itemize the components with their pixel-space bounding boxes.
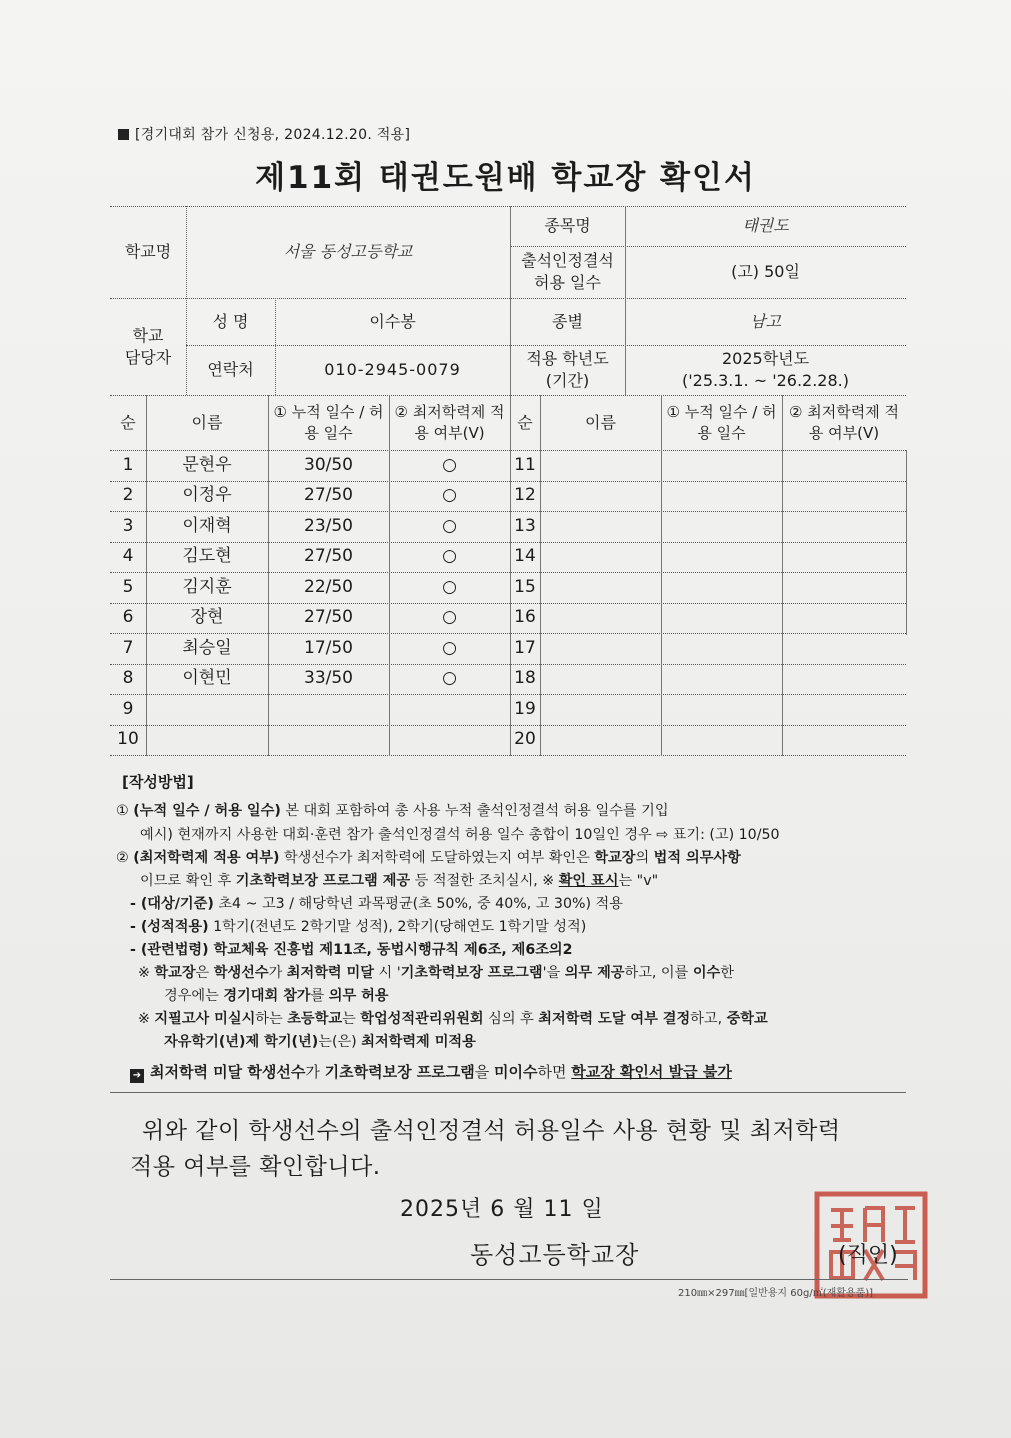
method-term: 이수 <box>692 965 721 981</box>
method-term: 기초학력보장 프로그램 제공 <box>235 873 411 889</box>
category-value: 남고 <box>750 311 781 331</box>
method-line-5 <box>130 893 623 913</box>
method-text: 경우에는 <box>164 988 224 1004</box>
row-number: 8 <box>122 668 134 689</box>
row-number: 2 <box>122 485 134 506</box>
method-term: 학업성적관리위원회 <box>360 1011 484 1027</box>
method-term: 학교장 <box>594 850 636 866</box>
row-number: 9 <box>122 698 134 719</box>
header-no: 순 <box>517 412 533 432</box>
row-number: 5 <box>122 576 134 597</box>
notice-text: [경기대회 참가 신청용, 2024.12.20. 적용] <box>135 127 411 143</box>
method-text: 는 "v" <box>618 873 659 889</box>
apply-mark: ○ <box>442 668 457 689</box>
method-text: 학교체육 진흥법 제11조, 동법시행규칙 제6조, 제6조의2 <box>208 942 573 958</box>
student-name: 이현민 <box>182 668 232 689</box>
method-term: 학교장 확인서 발급 불가 <box>571 1063 732 1081</box>
method-text: 등 적절한 조치실시, ※ <box>410 873 559 889</box>
header-name: 이름 <box>191 412 223 432</box>
method-term: 미이수 <box>494 1063 538 1081</box>
header-no: 순 <box>120 412 136 432</box>
student-name <box>146 725 268 756</box>
row-number: 17 <box>514 637 536 658</box>
method-line-8 <box>138 962 734 982</box>
student-name: 이정우 <box>182 485 232 506</box>
table-border <box>906 450 907 635</box>
method-term: 의무 제공 <box>564 965 625 981</box>
seal-label: (직인) <box>838 1243 898 1268</box>
method-heading: [작성방법] <box>122 773 194 791</box>
apply-mark <box>389 694 510 725</box>
method-term: 자유학기(년)제 학기(년) <box>164 1034 319 1050</box>
row-number: 1 <box>122 454 134 475</box>
method-text: 이므로 확인 후 <box>140 873 236 889</box>
table-border <box>110 755 906 756</box>
apply-mark: ○ <box>442 454 457 475</box>
header-name: 이름 <box>585 412 616 432</box>
method-term: - (관련법령) <box>130 942 209 958</box>
row-number: 10 <box>117 729 139 750</box>
method-text: 초4 ~ 고3 / 해당학년 과목평균(초 50%, 중 40%, 고 30%) 적용 <box>213 896 623 912</box>
row-number: 3 <box>122 515 134 536</box>
method-line-11 <box>164 1031 476 1051</box>
method-text: 가 <box>305 1063 325 1081</box>
method-line-7 <box>130 939 573 959</box>
method-term: 최저학력제 미적용 <box>361 1034 476 1050</box>
days-value: 33/50 <box>304 668 353 689</box>
category-label: 종별 <box>552 311 583 331</box>
method-term: 학교장 <box>154 965 196 981</box>
row-number: 16 <box>514 607 536 628</box>
method-text: 심의 후 <box>483 1011 539 1027</box>
apply-mark <box>389 725 510 756</box>
confirm-line-1: 위와 같이 학생선수의 출석인정결석 허용일수 사용 현황 및 최저학력 <box>142 1118 841 1144</box>
method-term: 기초학력보장 프로그램 <box>324 1063 475 1081</box>
student-name: 이재혁 <box>182 515 232 536</box>
row-number: 4 <box>122 546 134 567</box>
apply-mark: ○ <box>442 607 457 628</box>
method-text: 은 <box>195 965 214 981</box>
apply-mark: ○ <box>442 515 457 536</box>
method-term: 지필고사 미실시 <box>154 1011 256 1027</box>
name-label: 성 명 <box>212 311 249 331</box>
days-value <box>268 694 389 725</box>
event-label: 종목명 <box>544 216 591 236</box>
method-line-4 <box>140 870 658 890</box>
method-term: 학생선수 <box>213 965 269 981</box>
year-label: 적용 학년도 (기간) <box>526 349 609 390</box>
days-value <box>268 725 389 756</box>
manager-label: 학교 담당자 <box>124 325 172 367</box>
method-term: 최저학력 미달 <box>286 965 374 981</box>
method-line-9 <box>164 985 389 1005</box>
method-term: 최저학력 미달 학생선수 <box>150 1063 306 1081</box>
method-text: 의 <box>635 850 654 866</box>
method-text: 는 <box>342 1011 361 1027</box>
contact-value: 010-2945-0079 <box>324 360 461 380</box>
issue-date: 2025년 6 월 11 일 <box>400 1197 604 1222</box>
method-text: 가 <box>268 965 287 981</box>
method-line-10 <box>138 1008 768 1028</box>
student-name: 문현우 <box>182 454 232 475</box>
attendance-value: (고) 50일 <box>731 262 800 282</box>
year-period: ('25.3.1. ~ '26.2.28.) <box>682 371 849 390</box>
school-value: 서울 동성고등학교 <box>283 242 413 262</box>
method-term: 확인 표시 <box>558 873 619 889</box>
method-line-12 <box>130 1061 732 1083</box>
signer-name: 동성고등학교장 <box>470 1241 640 1269</box>
method-term: 법적 의무사항 <box>653 850 741 866</box>
method-text: 을 <box>474 1063 495 1081</box>
method-text: ※ <box>138 965 155 981</box>
row-number: 6 <box>122 607 134 628</box>
days-value: 30/50 <box>304 454 353 475</box>
method-text: 1학기(전년도 2학기말 성적), 2학기(당해연도 1학기말 성적) <box>208 919 587 935</box>
method-term: (누적 일수 / 허용 일수) <box>133 803 281 819</box>
header-days: ① 누적 일수 / 허용 일수 <box>666 403 777 442</box>
apply-mark: ○ <box>442 637 457 658</box>
days-value: 27/50 <box>304 546 353 567</box>
apply-mark: ○ <box>442 485 457 506</box>
apply-mark: ○ <box>442 546 457 567</box>
method-line-2: 예시) 현재까지 사용한 대회·훈련 참가 출석인정결석 허용 일수 총합이 10일인 경우 ⇨ 표기: (고) 10/50 <box>140 827 780 843</box>
attendance-label: 출석인정결석 허용 일수 <box>521 251 614 292</box>
days-value: 17/50 <box>304 637 353 658</box>
row-number: 15 <box>514 576 536 597</box>
student-name: 최승일 <box>182 637 232 658</box>
apply-mark: ○ <box>442 576 457 597</box>
row-number: 12 <box>514 485 536 506</box>
method-text: 본 대회 포함하여 총 사용 누적 출석인정결석 허용 일수를 기입 <box>280 803 669 819</box>
method-text: 하는 <box>255 1011 288 1027</box>
method-term: (최저학력제 적용 여부) <box>133 850 280 866</box>
circled-number: ② <box>116 850 129 866</box>
row-number: 11 <box>514 454 536 475</box>
method-text: '을 <box>542 965 565 981</box>
method-text: 하면 <box>537 1063 572 1081</box>
method-term: 경기대회 참가 <box>223 988 311 1004</box>
row-number: 18 <box>514 668 536 689</box>
days-value: 27/50 <box>304 485 353 506</box>
name-value: 이수봉 <box>369 311 416 331</box>
row-number: 13 <box>514 515 536 536</box>
method-term: 최저학력 도달 여부 결정 <box>538 1011 691 1027</box>
section-divider <box>110 1092 906 1093</box>
days-value: 22/50 <box>304 576 353 597</box>
method-line-6 <box>130 916 586 936</box>
student-name: 김지훈 <box>182 576 232 597</box>
row-number: 14 <box>514 546 536 567</box>
method-term: 기초학력보장 프로그램 <box>400 965 543 981</box>
method-term: - (대상/기준) <box>130 896 214 912</box>
paper-spec: 210㎜×297㎜[일반용지 60g/㎡(재활용품)] <box>678 1288 874 1299</box>
row-number: 20 <box>514 729 536 750</box>
method-text: 한 <box>720 965 734 981</box>
method-text: 시 ' <box>373 965 401 981</box>
method-text: 를 <box>310 988 329 1004</box>
days-value: 27/50 <box>304 607 353 628</box>
method-line-1 <box>116 800 669 820</box>
contact-label: 연락처 <box>207 360 254 380</box>
year-cell <box>625 345 906 395</box>
method-text: 는(은) <box>318 1034 362 1050</box>
student-name: 김도현 <box>182 546 232 567</box>
confirm-line-2: 적용 여부를 확인합니다. <box>130 1154 381 1180</box>
method-term: 중학교 <box>726 1011 768 1027</box>
student-name <box>146 694 268 725</box>
method-text: 하고, <box>690 1011 727 1027</box>
method-text: 하고, 이를 <box>624 965 693 981</box>
header-apply: ② 최저학력제 적용 여부(V) <box>789 403 899 442</box>
days-value: 23/50 <box>304 515 353 536</box>
header-days: ① 누적 일수 / 허용 일수 <box>273 403 384 442</box>
circled-number: ① <box>116 803 129 819</box>
method-term: - (성적적용) <box>130 919 209 935</box>
school-label: 학교명 <box>124 242 172 262</box>
year-value: 2025학년도 <box>721 349 810 369</box>
event-value: 태권도 <box>742 216 789 236</box>
bottom-rule <box>110 1279 908 1280</box>
method-text: 학생선수가 최저학력에 도달하였는지 여부 확인은 <box>279 850 595 866</box>
notice-line <box>118 124 410 144</box>
method-line-3 <box>116 847 741 867</box>
document-title: 제11회 태권도원배 학교장 확인서 <box>255 160 756 196</box>
student-name: 장현 <box>190 607 224 628</box>
square-bullet-icon <box>118 129 129 140</box>
arrow-box-icon: ➔ <box>130 1069 144 1083</box>
method-term: 의무 허용 <box>328 988 389 1004</box>
header-apply: ② 최저학력제 적용 여부(V) <box>394 403 505 442</box>
row-number: 7 <box>122 637 134 658</box>
method-text: ※ <box>138 1011 155 1027</box>
method-term: 초등학교 <box>287 1011 343 1027</box>
row-number: 19 <box>514 698 536 719</box>
